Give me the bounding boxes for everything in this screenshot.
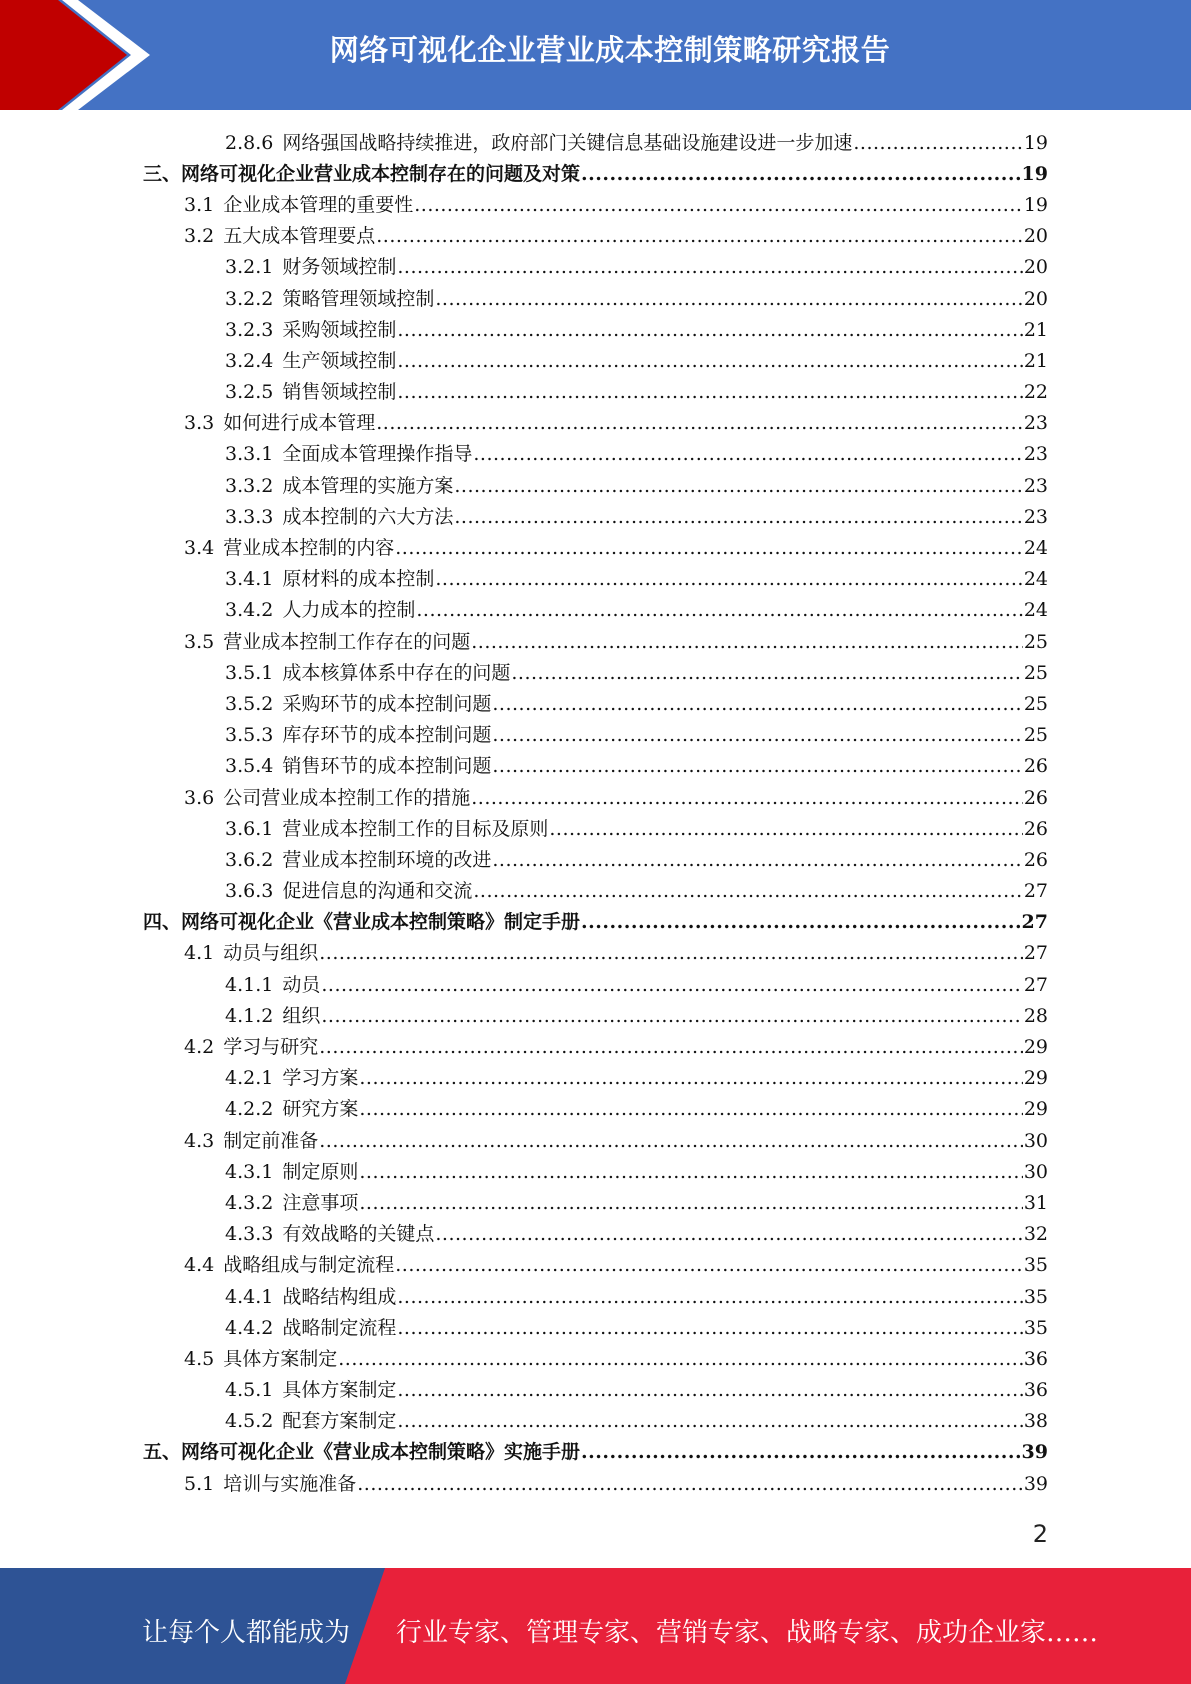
toc-entry-number: 3.2.1 (225, 256, 274, 279)
toc-dot-leader (473, 443, 1022, 465)
toc-entry-title: 网络可视化企业《营业成本控制策略》制定手册 (181, 911, 581, 934)
toc-entry-title: 有效战略的关键点 (282, 1223, 435, 1246)
toc-entry-number: 3.6 (184, 786, 215, 809)
toc-entry[interactable] (0, 158, 1191, 189)
toc-entry-title: 战略组成与制定流程 (223, 1254, 395, 1277)
footer-slogan-left: 让每个人都能成为 (142, 1618, 351, 1648)
toc-entry[interactable] (0, 1063, 1191, 1094)
toc-entry-page: 19 (1021, 162, 1048, 185)
toc-dot-leader (359, 1161, 1022, 1183)
toc-dot-leader (581, 911, 1021, 933)
toc-entry-title: 培训与实施准备 (223, 1472, 357, 1495)
toc-entry-page: 38 (1023, 1410, 1048, 1433)
toc-entry-number: 4.4 (184, 1254, 215, 1277)
toc-entry-page: 20 (1023, 225, 1048, 248)
toc-dot-leader (319, 1036, 1023, 1058)
toc-dot-leader (492, 724, 1022, 746)
toc-dot-leader (416, 599, 1022, 621)
toc-entry-number: 4.5.1 (225, 1379, 274, 1402)
toc-entry-page: 31 (1023, 1191, 1048, 1214)
toc-entry[interactable] (0, 1094, 1191, 1125)
toc-entry-title: 动员 (282, 973, 321, 996)
toc-entry-page: 26 (1023, 848, 1048, 871)
toc-entry-number: 五、 (143, 1441, 182, 1464)
toc-entry-title: 研究方案 (282, 1098, 359, 1121)
page-number: 2 (1032, 1520, 1048, 1548)
toc-entry-number: 3.6.3 (225, 880, 274, 903)
report-title: 网络可视化企业营业成本控制策略研究报告 (329, 33, 891, 67)
toc-entry-number: 3.5.1 (225, 661, 274, 684)
toc-entry-number: 四、 (143, 911, 182, 934)
toc-entry-title: 战略结构组成 (282, 1285, 397, 1308)
toc-entry-number: 3.2.2 (225, 287, 274, 310)
toc-entry-number: 4.2 (184, 1036, 215, 1059)
toc-entry-title: 营业成本控制工作存在的问题 (223, 630, 471, 653)
toc-entry-number: 3.5 (184, 630, 215, 653)
toc-entry-number: 4.5 (184, 1347, 215, 1370)
toc-entry[interactable] (0, 1468, 1191, 1499)
toc-entry-title: 学习与研究 (223, 1036, 319, 1059)
toc-entry[interactable] (0, 1000, 1191, 1031)
toc-entry-page: 21 (1023, 318, 1048, 341)
toc-entry-page: 19 (1023, 131, 1048, 154)
toc-entry-title: 网络可视化企业《营业成本控制策略》实施手册 (181, 1441, 581, 1464)
toc-entry-title: 营业成本控制的内容 (223, 537, 395, 560)
toc-entry-title: 营业成本控制环境的改进 (282, 848, 492, 871)
toc-entry[interactable] (0, 345, 1191, 376)
toc-entry[interactable] (0, 595, 1191, 626)
toc-entry-page: 23 (1023, 474, 1048, 497)
toc-entry-number: 3.2.5 (225, 381, 274, 404)
toc-entry-page: 23 (1023, 412, 1048, 435)
toc-entry-page: 26 (1023, 817, 1048, 840)
toc-entry-number: 4.5.2 (225, 1410, 274, 1433)
toc-entry-page: 24 (1023, 568, 1048, 591)
toc-entry-page: 28 (1023, 1004, 1048, 1027)
toc-entry-number: 4.1.2 (225, 1004, 274, 1027)
toc-entry-number: 3.3 (184, 412, 215, 435)
toc-entry-page: 35 (1023, 1316, 1048, 1339)
toc-entry-title: 企业成本管理的重要性 (223, 193, 414, 216)
toc-dot-leader (414, 194, 1023, 216)
toc-dot-leader (319, 942, 1023, 964)
toc-dot-leader (376, 225, 1023, 247)
toc-entry-title: 制定前准备 (223, 1129, 319, 1152)
toc-entry-number: 3.2.3 (225, 318, 274, 341)
toc-entry[interactable] (0, 907, 1191, 938)
toc-entry-title: 如何进行成本管理 (223, 412, 376, 435)
toc-entry-number: 4.3 (184, 1129, 215, 1152)
toc-entry-number: 4.2.1 (225, 1067, 274, 1090)
toc-entry-title: 公司营业成本控制工作的措施 (223, 786, 471, 809)
toc-entry-number: 3.1 (184, 193, 215, 216)
toc-entry-title: 库存环节的成本控制问题 (282, 724, 492, 747)
toc-dot-leader (435, 288, 1022, 310)
toc-entry-page: 29 (1023, 1067, 1048, 1090)
toc-entry[interactable] (0, 1312, 1191, 1343)
toc-entry[interactable] (0, 720, 1191, 751)
toc-entry-title: 网络可视化企业营业成本控制存在的问题及对策 (181, 162, 581, 185)
toc-entry-page: 27 (1023, 880, 1048, 903)
toc-entry-page: 26 (1023, 755, 1048, 778)
toc-entry[interactable] (0, 501, 1191, 532)
toc-entry-number: 4.3.3 (225, 1223, 274, 1246)
toc-entry-title: 营业成本控制工作的目标及原则 (282, 817, 549, 840)
toc-entry[interactable] (0, 532, 1191, 563)
toc-entry-page: 22 (1023, 381, 1048, 404)
toc-dot-leader (319, 1130, 1023, 1152)
toc-entry[interactable] (0, 1343, 1191, 1374)
toc-entry[interactable] (0, 1031, 1191, 1062)
toc-dot-leader (359, 1067, 1022, 1089)
toc-entry[interactable] (0, 439, 1191, 470)
toc-entry-page: 20 (1023, 256, 1048, 279)
toc-entry[interactable] (0, 221, 1191, 252)
toc-entry[interactable] (0, 314, 1191, 345)
toc-entry-title: 动员与组织 (223, 942, 319, 965)
toc-dot-leader (471, 787, 1023, 809)
toc-entry[interactable] (0, 1375, 1191, 1406)
toc-entry[interactable] (0, 626, 1191, 657)
toc-entry-title: 策略管理领域控制 (282, 287, 435, 310)
toc-dot-leader (397, 1410, 1022, 1432)
toc-entry-title: 采购领域控制 (282, 318, 397, 341)
toc-dot-leader (454, 506, 1022, 528)
toc-entry-title: 学习方案 (282, 1067, 359, 1090)
toc-entry[interactable] (0, 657, 1191, 688)
toc-entry-page: 39 (1023, 1472, 1048, 1495)
toc-entry[interactable] (0, 844, 1191, 875)
toc-entry[interactable] (0, 876, 1191, 907)
toc-entry-title: 人力成本的控制 (282, 599, 416, 622)
toc-entry[interactable] (0, 1125, 1191, 1156)
toc-entry-number: 3.4.1 (225, 568, 274, 591)
toc-entry[interactable] (0, 1281, 1191, 1312)
toc-entry[interactable] (0, 1187, 1191, 1218)
toc-entry-title: 具体方案制定 (282, 1379, 397, 1402)
toc-entry-page: 20 (1023, 287, 1048, 310)
toc-entry[interactable] (0, 1156, 1191, 1187)
toc-entry-number: 3.2 (184, 225, 215, 248)
toc-entry-number: 3.5.3 (225, 724, 274, 747)
toc-entry[interactable] (0, 377, 1191, 408)
toc-entry-page: 27 (1023, 942, 1048, 965)
toc-entry-number: 3.5.4 (225, 755, 274, 778)
toc-dot-leader (397, 1379, 1022, 1401)
toc-entry[interactable] (0, 688, 1191, 719)
toc-dot-leader (471, 631, 1023, 653)
toc-entry-title: 成本控制的六大方法 (282, 505, 454, 528)
toc-entry[interactable] (0, 470, 1191, 501)
toc-dot-leader (397, 381, 1022, 403)
toc-entry-number: 4.3.1 (225, 1160, 274, 1183)
toc-entry-page: 29 (1023, 1036, 1048, 1059)
toc-entry-number: 3.2.4 (225, 349, 274, 372)
toc-entry-title: 成本管理的实施方案 (282, 474, 454, 497)
toc-entry-title: 组织 (282, 1004, 321, 1027)
toc-dot-leader (395, 1254, 1023, 1276)
toc-entry-number: 3.4 (184, 537, 215, 560)
toc-entry-number: 3.3.1 (225, 443, 274, 466)
toc-entry-title: 网络强国战略持续推进，政府部门关键信息基础设施建设进一步加速 (282, 131, 853, 154)
toc-dot-leader (397, 1317, 1022, 1339)
toc-entry-title: 生产领域控制 (282, 349, 397, 372)
toc-entry-title: 销售环节的成本控制问题 (282, 755, 492, 778)
toc-entry[interactable] (0, 1219, 1191, 1250)
toc-entry[interactable] (0, 189, 1191, 220)
header-arrow-decoration (0, 0, 160, 110)
toc-entry-number: 3.5.2 (225, 692, 274, 715)
toc-entry-title: 销售领域控制 (282, 381, 397, 404)
toc-entry[interactable] (0, 252, 1191, 283)
toc-dot-leader (549, 818, 1022, 840)
toc-entry-number: 4.4.1 (225, 1285, 274, 1308)
toc-dot-leader (397, 319, 1022, 341)
toc-entry-page: 27 (1021, 911, 1048, 934)
toc-entry[interactable] (0, 1250, 1191, 1281)
toc-entry-page: 19 (1023, 193, 1048, 216)
toc-entry-page: 24 (1023, 537, 1048, 560)
toc-dot-leader (397, 256, 1022, 278)
toc-entry-number: 3.4.2 (225, 599, 274, 622)
toc-entry[interactable] (0, 408, 1191, 439)
toc-entry-number: 4.1.1 (225, 973, 274, 996)
toc-dot-leader (359, 1098, 1022, 1120)
toc-entry-number: 三、 (143, 162, 182, 185)
toc-entry-number: 4.4.2 (225, 1316, 274, 1339)
toc-entry[interactable] (0, 813, 1191, 844)
toc-entry[interactable] (0, 751, 1191, 782)
toc-dot-leader (338, 1348, 1023, 1370)
toc-dot-leader (511, 662, 1022, 684)
toc-dot-leader (581, 163, 1021, 185)
toc-entry-number: 3.3.2 (225, 474, 274, 497)
toc-entry-page: 29 (1023, 1098, 1048, 1121)
toc-dot-leader (454, 475, 1022, 497)
toc-entry-page: 25 (1023, 724, 1048, 747)
toc-entry-number: 2.8.6 (225, 131, 274, 154)
toc-entry[interactable] (0, 938, 1191, 969)
toc-dot-leader (853, 132, 1022, 154)
toc-dot-leader (376, 412, 1023, 434)
toc-entry-page: 25 (1023, 630, 1048, 653)
toc-entry-number: 5.1 (184, 1472, 215, 1495)
toc-entry-page: 27 (1023, 973, 1048, 996)
toc-entry-page: 39 (1021, 1441, 1048, 1464)
toc-entry-title: 具体方案制定 (223, 1347, 338, 1370)
header-banner (0, 0, 1191, 110)
toc-dot-leader (492, 755, 1022, 777)
toc-entry-title: 配套方案制定 (282, 1410, 397, 1433)
toc-entry[interactable] (0, 1437, 1191, 1468)
toc-dot-leader (435, 1223, 1022, 1245)
toc-dot-leader (321, 1005, 1022, 1027)
toc-dot-leader (321, 974, 1022, 996)
toc-entry-page: 24 (1023, 599, 1048, 622)
toc-entry-title: 原材料的成本控制 (282, 568, 435, 591)
toc-entry-page: 30 (1023, 1129, 1048, 1152)
toc-entry-title: 成本核算体系中存在的问题 (282, 661, 511, 684)
toc-entry-page: 23 (1023, 505, 1048, 528)
toc-dot-leader (397, 350, 1022, 372)
toc-entry-page: 36 (1023, 1379, 1048, 1402)
toc-entry-page: 35 (1023, 1285, 1048, 1308)
toc-entry-number: 4.2.2 (225, 1098, 274, 1121)
toc-entry-number: 3.6.2 (225, 848, 274, 871)
table-of-contents (0, 127, 1191, 1499)
toc-entry-title: 全面成本管理操作指导 (282, 443, 473, 466)
toc-dot-leader (492, 693, 1022, 715)
toc-entry[interactable] (0, 782, 1191, 813)
toc-entry-page: 30 (1023, 1160, 1048, 1183)
toc-dot-leader (435, 568, 1022, 590)
toc-dot-leader (395, 537, 1023, 559)
toc-entry[interactable] (0, 564, 1191, 595)
toc-entry-title: 促进信息的沟通和交流 (282, 880, 473, 903)
toc-dot-leader (581, 1441, 1021, 1463)
footer-banner (0, 1568, 1191, 1684)
toc-entry-title: 采购环节的成本控制问题 (282, 692, 492, 715)
toc-entry-page: 25 (1023, 661, 1048, 684)
toc-entry-page: 23 (1023, 443, 1048, 466)
toc-entry[interactable] (0, 283, 1191, 314)
toc-entry-title: 战略制定流程 (282, 1316, 397, 1339)
toc-entry-title: 财务领域控制 (282, 256, 397, 279)
footer-slogan-right: 行业专家、管理专家、营销专家、战略专家、成功企业家…… (396, 1618, 1099, 1648)
toc-entry-page: 36 (1023, 1347, 1048, 1370)
toc-entry-page: 26 (1023, 786, 1048, 809)
toc-dot-leader (357, 1473, 1023, 1495)
toc-entry-title: 五大成本管理要点 (223, 225, 376, 248)
toc-entry-title: 制定原则 (282, 1160, 359, 1183)
toc-entry-number: 4.3.2 (225, 1191, 274, 1214)
toc-entry-page: 25 (1023, 692, 1048, 715)
toc-entry-page: 32 (1023, 1223, 1048, 1246)
toc-dot-leader (397, 1286, 1022, 1308)
toc-entry-number: 4.1 (184, 942, 215, 965)
toc-entry[interactable] (0, 127, 1191, 158)
toc-entry-title: 注意事项 (282, 1191, 359, 1214)
toc-entry[interactable] (0, 969, 1191, 1000)
toc-dot-leader (359, 1192, 1022, 1214)
toc-entry-number: 3.6.1 (225, 817, 274, 840)
toc-entry[interactable] (0, 1406, 1191, 1437)
toc-entry-page: 21 (1023, 349, 1048, 372)
toc-dot-leader (492, 849, 1022, 871)
toc-entry-number: 3.3.3 (225, 505, 274, 528)
toc-entry-page: 35 (1023, 1254, 1048, 1277)
toc-dot-leader (473, 880, 1022, 902)
